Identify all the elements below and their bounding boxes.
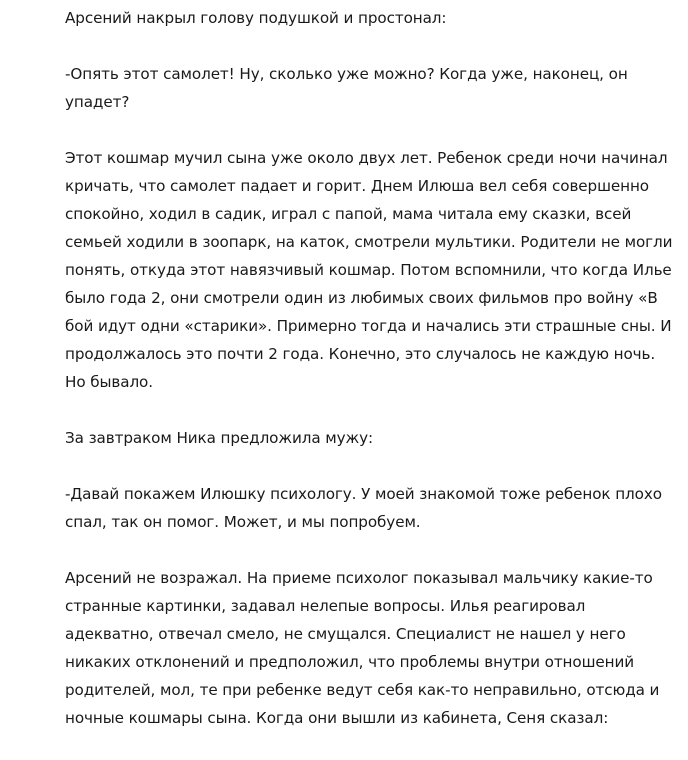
paragraph: Арсений не возражал. На приеме психолог показывал мальчику какие-то странные картинки, задавал нелепые вопросы. Илья реагировал адекватно, отвечал смело, не смущался. Специалист не нашел у него никаких отклонений и предположил, что проблемы внутри отношений родителей, мол, те при ребенке ведут себя как-то неправильно, отсюда и ночные кошмары сына. Когда они вышли из кабинета, Сеня сказал: [65,569,660,727]
paragraph: -Опять этот самолет! Ну, сколько уже можно? Когда уже, наконец, он упадет? [65,65,628,111]
paragraph: Арсений накрыл голову подушкой и простонал: [65,9,447,27]
paragraph: -Давай покажем Илюшку психологу. У моей знакомой тоже ребенок плохо спал, так он помог. Может, и мы попробуем. [65,485,662,531]
article-body [65,4,677,760]
paragraph: Этот кошмар мучил сына уже около двух лет. Ребенок среди ночи начинал кричать, что самолет падает и горит. Днем Илюша вел себя совершенно спокойно, ходил в садик, играл с папой, мама читала ему сказки, всей семьей ходили в зоопарк, на каток, смотрели мультики. Родители не могли понять, откуда этот навязчивый кошмар. Потом вспомнили, что когда Илье было года 2, они смотрели один из любимых своих фильмов про войну «В бой идут одни «старики». Примерно тогда и начались эти страшные сны. И продолжалось это почти 2 года. Конечно, это случалось не каждую ночь. Но бывало. [65,149,673,391]
paragraph: За завтраком Ника предложила мужу: [65,429,373,447]
